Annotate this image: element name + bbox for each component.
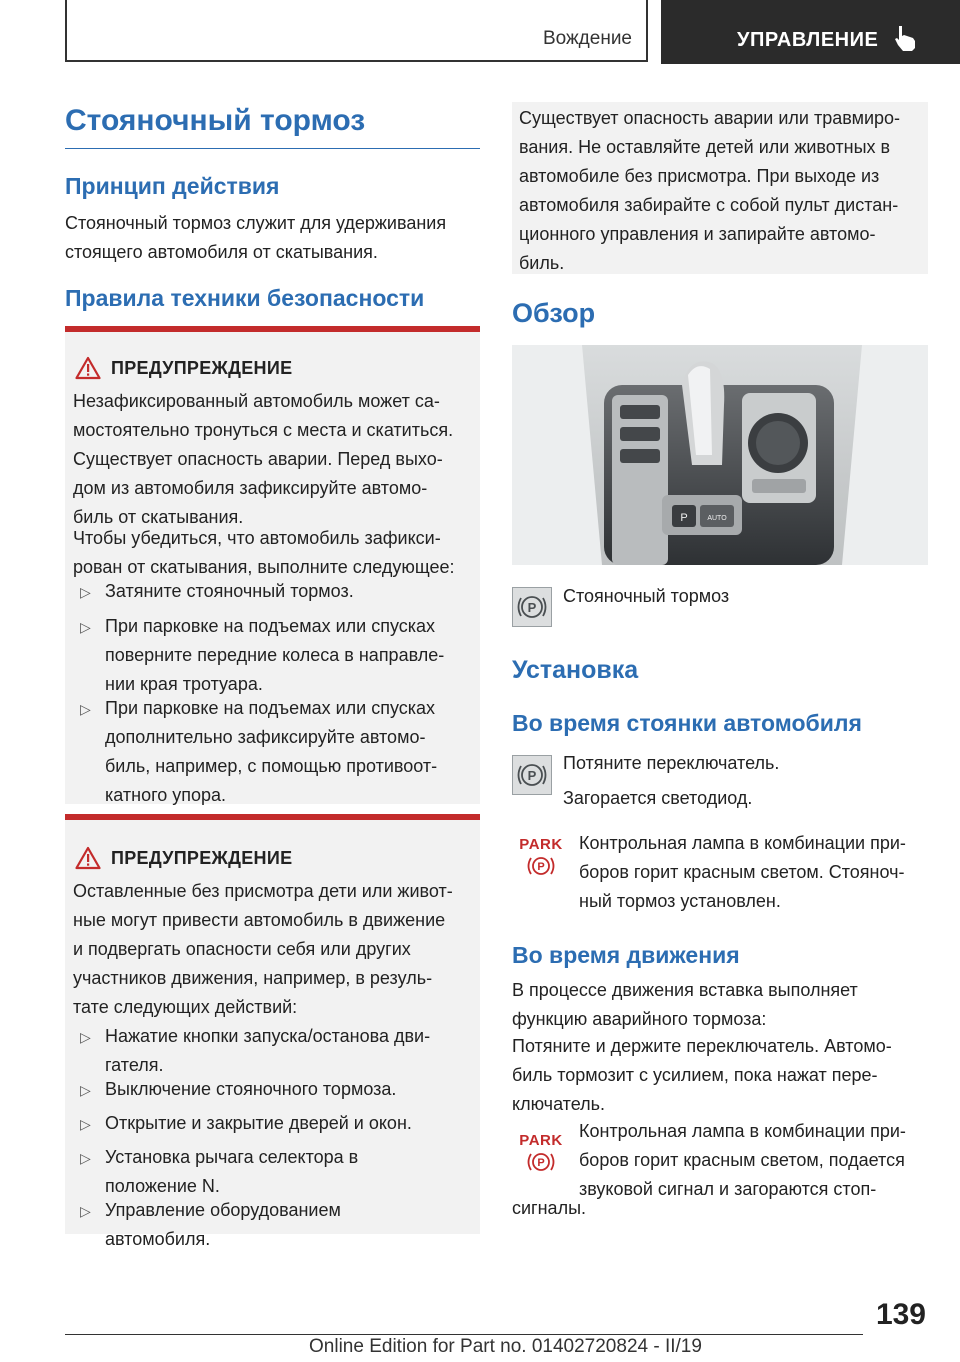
warning-line: Существует опасность аварии. Перед выхо- <box>73 449 443 469</box>
parked-steps <box>563 749 779 813</box>
header-section-label: Вождение <box>542 28 632 49</box>
lamp-line: звуковой сигнал и загораются стоп- <box>579 1179 877 1199</box>
icon-letter: P <box>527 768 537 783</box>
bullet-line: Выключение стояночного тормоза. <box>105 1079 397 1099</box>
bullet-line: катного упора. <box>105 785 227 805</box>
driving-line: функцию аварийного тормоза: <box>512 1009 767 1029</box>
park-lamp-symbol-icon <box>519 853 563 879</box>
bullet-line: Управление оборудованием <box>105 1200 341 1220</box>
bullet-marker-icon: ▷ <box>80 1203 91 1219</box>
bullet-line: нии края тротуара. <box>105 674 263 694</box>
lamp-line: Контрольная лампа в комбинации при- <box>579 1121 906 1141</box>
driving-line: В процессе движения вставка выполняет <box>512 980 858 1000</box>
warning-text-2 <box>73 524 478 582</box>
warning-line: рован от скатывания, выполните следующее: <box>73 557 455 577</box>
warning-line: ные могут привести автомобиль в движение <box>73 910 446 930</box>
warning-title: ПРЕДУПРЕЖДЕНИЕ <box>111 358 293 378</box>
bullet-marker-icon: ▷ <box>80 619 91 635</box>
lamp-line: Контрольная лампа в комбинации при- <box>579 833 906 853</box>
warning-line: вания. Не оставляйте детей или животных в <box>519 137 891 157</box>
bullet-item <box>105 1196 475 1254</box>
header-chapter-tab <box>661 0 960 64</box>
park-lamp-label: PARK <box>519 1132 563 1149</box>
warning-line: биль. <box>519 253 565 273</box>
lamp-letter: P <box>537 861 545 873</box>
warning-line: биль от скатывания. <box>73 507 244 527</box>
title-rule <box>65 148 480 149</box>
bullet-marker-icon: ▷ <box>80 584 91 600</box>
driving-text-2 <box>512 1032 932 1119</box>
principle-text <box>65 209 485 267</box>
parked-heading: Во время стоянки автомобиля <box>512 710 862 736</box>
bullet-item <box>105 1075 475 1104</box>
parking-brake-symbol-icon <box>513 588 551 626</box>
continued-warning-box <box>512 102 928 274</box>
warning-line: Незафиксированный автомобиль может са- <box>73 391 440 411</box>
header-chapter-label: УПРАВЛЕНИЕ <box>737 29 879 51</box>
pointing-hand-icon <box>893 24 919 52</box>
warning-line: Чтобы убедиться, что автомобиль зафикси- <box>73 528 441 548</box>
bullet-item <box>105 612 475 699</box>
principle-line: Стояночный тормоз служит для удерживания <box>65 213 447 233</box>
icon-caption: Стояночный тормоз <box>563 586 730 606</box>
bullet-marker-icon: ▷ <box>80 1116 91 1132</box>
bullet-line: положение N. <box>105 1176 220 1196</box>
warning-triangle-icon <box>75 846 101 870</box>
header-section-tab <box>65 0 648 62</box>
photo-button-label: P <box>680 512 688 524</box>
overview-heading: Обзор <box>512 298 596 328</box>
step-line: Потяните переключатель. <box>563 753 780 773</box>
bullet-marker-icon: ▷ <box>80 1082 91 1098</box>
lamp-description <box>579 829 929 916</box>
bullet-line: Затяните стояночный тормоз. <box>105 581 354 601</box>
warning-line: и подвергать опасности себя или других <box>73 939 411 959</box>
driving-heading: Во время движения <box>512 942 740 968</box>
safety-heading: Правила техники безопасности <box>65 285 425 311</box>
park-warning-lamp-icon <box>519 1132 563 1178</box>
warning-line: участников движения, например, в резуль- <box>73 968 433 988</box>
warning-line: автомобиле без присмотра. При выходе из <box>519 166 880 186</box>
warning-line: дом из автомобиля зафиксируйте автомо- <box>73 478 428 498</box>
parking-brake-symbol-icon <box>513 756 551 794</box>
lamp-line: ный тормоз установлен. <box>579 891 781 911</box>
lamp-letter: P <box>537 1157 545 1169</box>
parking-brake-switch-icon <box>512 587 552 627</box>
bullet-line: Открытие и закрытие дверей и окон. <box>105 1113 412 1133</box>
driving-line: биль тормозит с усилием, пока нажат пере- <box>512 1065 878 1085</box>
bullet-item <box>105 1022 475 1080</box>
driving-line: Потяните и держите переключатель. Автомо- <box>512 1036 892 1056</box>
bullet-marker-icon: ▷ <box>80 1029 91 1045</box>
photo-button-label: AUTO <box>707 515 727 522</box>
bullet-line: автомобиля. <box>105 1229 211 1249</box>
install-heading: Установка <box>512 656 639 684</box>
center-console-photo <box>512 345 928 565</box>
bullet-marker-icon: ▷ <box>80 1150 91 1166</box>
step-line: Загорается светодиод. <box>563 788 753 808</box>
lamp-line: боров горит красным светом. Стояноч- <box>579 862 905 882</box>
parking-brake-switch-icon <box>512 755 552 795</box>
bullet-line: Установка рычага селектора в <box>105 1147 359 1167</box>
bullet-line: При парковке на подъемах или спусках <box>105 616 436 636</box>
warning-line: Существует опасность аварии или травмиро- <box>519 108 901 128</box>
warning-title: ПРЕДУПРЕЖДЕНИЕ <box>111 848 293 868</box>
bullet-line: дополнительно зафиксируйте автомо- <box>105 727 426 747</box>
page-number: 139 <box>875 1298 926 1331</box>
warning-line: Оставленные без присмотра дети или живот- <box>73 881 453 901</box>
bullet-item <box>105 1109 475 1138</box>
bullet-line: поверните передние колеса в направле- <box>105 645 445 665</box>
bullet-line: биль, например, с помощью противоот- <box>105 756 438 776</box>
warning-box-1 <box>65 326 480 804</box>
warning-box-2 <box>65 814 480 1249</box>
footer-rule <box>65 1334 863 1335</box>
principle-heading: Принцип действия <box>65 173 280 199</box>
warning-line: автомобиля забирайте с собой пульт дистан- <box>519 195 899 215</box>
continued-warning-text <box>519 104 924 278</box>
bullet-line: При парковке на подъемах или спусках <box>105 698 436 718</box>
bullet-item <box>105 577 475 606</box>
driving-text <box>512 976 932 1034</box>
warning-triangle-icon <box>75 356 101 380</box>
warning-line: мостоятельно тронуться с места и скатиться. <box>73 420 454 440</box>
page-title: Стояночный тормоз <box>65 104 366 137</box>
bullet-item <box>105 1143 475 1201</box>
bullet-marker-icon: ▷ <box>80 701 91 717</box>
warning-line: ционного управления и запирайте автомо- <box>519 224 876 244</box>
driving-line: ключатель. <box>512 1094 606 1114</box>
park-lamp-label: PARK <box>519 836 563 853</box>
icon-letter: P <box>527 600 537 615</box>
principle-line: стоящего автомобиля от скатывания. <box>65 242 378 262</box>
lamp-description <box>579 1117 929 1204</box>
lamp-description-tail: сигналы. <box>512 1198 587 1218</box>
park-warning-lamp-icon <box>519 836 563 882</box>
bullet-item <box>105 694 475 810</box>
warning-text <box>73 387 478 532</box>
park-lamp-symbol-icon <box>519 1149 563 1175</box>
warning-line: тате следующих действий: <box>73 997 298 1017</box>
lamp-line: боров горит красным светом, подается <box>579 1150 905 1170</box>
warning-text <box>73 877 478 1022</box>
bullet-line: Нажатие кнопки запуска/останова дви- <box>105 1026 431 1046</box>
bullet-line: гателя. <box>105 1055 164 1075</box>
center-console-illustration <box>512 345 928 565</box>
footer-edition: Online Edition for Part no. 01402720824 - II/19 <box>309 1336 702 1357</box>
